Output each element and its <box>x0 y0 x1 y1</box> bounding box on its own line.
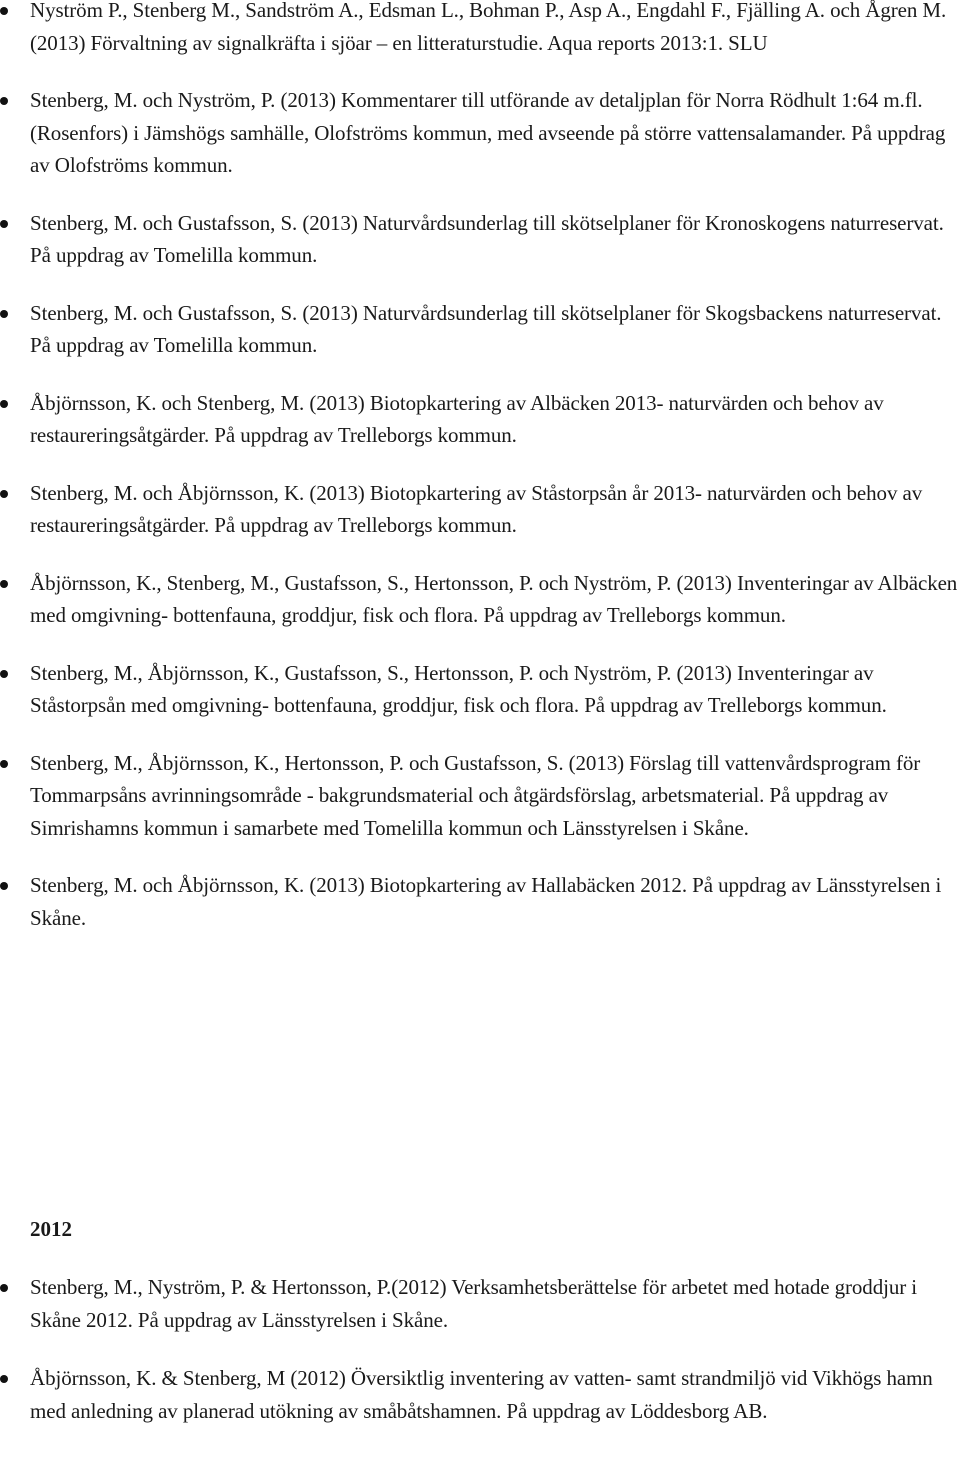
reference-item <box>0 477 960 542</box>
reference-text: Stenberg, M., Åbjörnsson, K., Hertonsson, P. och Gustafsson, S. (2013) Förslag till vattenvårdsprogram för Tommarpsåns avrinningsområde - bakgrundsmaterial och åtgärdsförslag, arbetsmaterial. På uppdrag av Simrishamns kommun i samarbete med Tomelilla kommun och Länsstyrelsen i Skåne. <box>30 750 921 840</box>
reference-item <box>0 387 960 452</box>
bullet-icon <box>0 7 8 15</box>
bullet-icon <box>0 882 8 890</box>
reference-text: Stenberg, M. och Åbjörnsson, K. (2013) Biotopkartering av Ståstorpsån år 2013- naturvärden och behov av restaureringsåtgärder. På uppdrag av Trelleborgs kommun. <box>30 480 923 537</box>
reference-text: Stenberg, M. och Gustafsson, S. (2013) Naturvårdsunderlag till skötselplaner för Kronoskogens naturreservat. På uppdrag av Tomelilla kommun. <box>30 210 944 267</box>
bullet-icon <box>0 1284 8 1292</box>
reference-text: Åbjörnsson, K., Stenberg, M., Gustafsson, S., Hertonsson, P. och Nyström, P. (2013) Inventeringar av Albäcken med omgivning- bottenfauna, groddjur, fisk och flora. På uppdrag av Trelleborgs kommun. <box>30 570 958 627</box>
reference-item <box>0 1362 960 1427</box>
reference-text: Åbjörnsson, K. & Stenberg, M (2012) Översiktlig inventering av vatten- samt strandmiljö vid Vikhögs hamn med anledning av planerad utökning av småbåtshamnen. På uppdrag av Löddesborg AB. <box>30 1366 933 1423</box>
reference-text: Stenberg, M., Nyström, P. & Hertonsson, P.(2012) Verksamhetsberättelse för arbetet med hotade groddjur i Skåne 2012. På uppdrag av Länsstyrelsen i Skåne. <box>30 1275 918 1332</box>
year-heading: 2012 <box>30 1217 72 1241</box>
bullet-icon <box>0 760 8 768</box>
reference-item <box>0 207 960 272</box>
reference-text: Stenberg, M. och Åbjörnsson, K. (2013) Biotopkartering av Hallabäcken 2012. På uppdrag av Länsstyrelsen i Skåne. <box>30 873 942 930</box>
reference-item <box>0 657 960 722</box>
reference-item <box>0 84 960 182</box>
reference-text: Stenberg, M. och Nyström, P. (2013) Kommentarer till utförande av detaljplan för Norra Rödhult 1:64 m.fl. (Rosenfors) i Jämshögs samhälle, Olofströms kommun, med avseende på större vattensalamander. På uppdrag av Olofströms kommun. <box>30 88 946 177</box>
bullet-icon <box>0 670 8 678</box>
bullet-icon <box>0 400 8 408</box>
bullet-icon <box>0 580 8 588</box>
bullet-icon <box>0 490 8 498</box>
reference-item <box>0 747 960 845</box>
reference-text: Stenberg, M. och Gustafsson, S. (2013) Naturvårdsunderlag till skötselplaner för Skogsbackens naturreservat. På uppdrag av Tomelilla kommun. <box>30 300 942 357</box>
bullet-icon <box>0 220 8 228</box>
reference-item <box>0 1271 960 1336</box>
reference-item <box>0 567 960 632</box>
reference-text: Stenberg, M., Åbjörnsson, K., Gustafsson, S., Hertonsson, P. och Nyström, P. (2013) Inventeringar av Ståstorpsån med omgivning- bottenfauna, groddjur, fisk och flora. På uppdrag av Trelleborgs kommun. <box>30 660 887 717</box>
reference-item <box>0 869 960 934</box>
reference-text: Åbjörnsson, K. och Stenberg, M. (2013) Biotopkartering av Albäcken 2013- naturvärden och behov av restaureringsåtgärder. På uppdrag av Trelleborgs kommun. <box>30 390 884 447</box>
reference-item <box>0 0 960 59</box>
bullet-icon <box>0 1375 8 1383</box>
bullet-icon <box>0 310 8 318</box>
bullet-icon <box>0 97 8 105</box>
reference-item <box>0 297 960 362</box>
reference-text: Nyström P., Stenberg M., Sandström A., Edsman L., Bohman P., Asp A., Engdahl F., Fjälling A. och Ågren M. (2013) Förvaltning av signalkräfta i sjöar – en litteraturstudie. Aqua reports 2013:1. SLU <box>30 0 947 55</box>
reference-list-2012 <box>0 1271 960 1453</box>
